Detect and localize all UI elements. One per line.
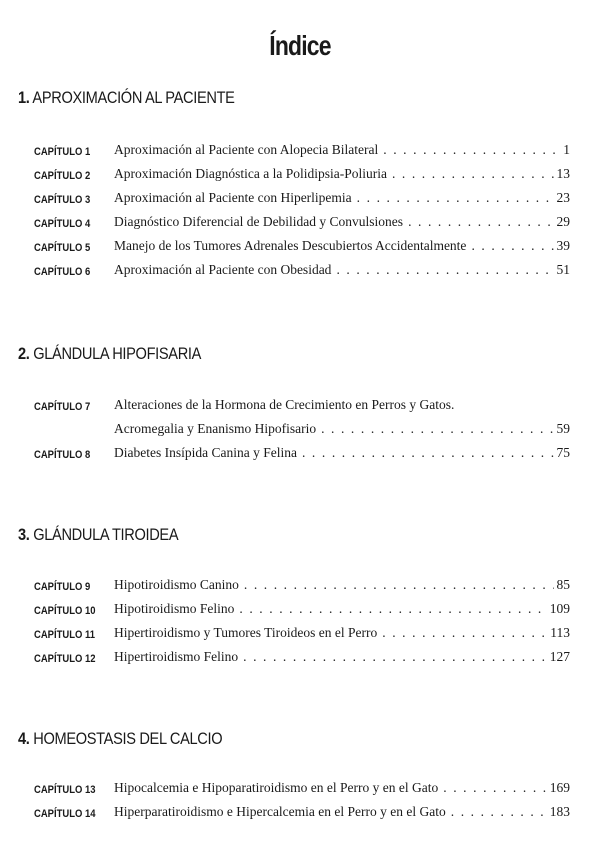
chapter-page: 23 bbox=[556, 190, 570, 205]
chapter-line bbox=[114, 601, 570, 617]
chapter-title: Hipertiroidismo y Tumores Tiroideos en el Perro bbox=[114, 625, 378, 640]
toc-entry-chapter-9[interactable] bbox=[0, 577, 600, 601]
dot-leader bbox=[383, 142, 560, 158]
chapter-label: CAPÍTULO 4 bbox=[34, 218, 91, 230]
toc-entry-chapter-1[interactable] bbox=[0, 142, 600, 166]
chapter-page: 75 bbox=[556, 445, 570, 460]
chapter-title: Aproximación Diagnóstica a la Polidipsia-Poliuria bbox=[114, 166, 387, 181]
toc-entry-chapter-12[interactable] bbox=[0, 649, 600, 673]
chapter-title: Hipocalcemia e Hipoparatiroidismo en el Perro y en el Gato bbox=[114, 780, 439, 795]
chapter-label: CAPÍTULO 2 bbox=[34, 170, 91, 182]
page-title: Índice bbox=[269, 30, 331, 61]
toc-entry-chapter-11[interactable] bbox=[0, 625, 600, 649]
chapter-page: 51 bbox=[556, 262, 570, 277]
chapter-title: Aproximación al Paciente con Obesidad bbox=[114, 262, 332, 277]
chapter-page: 113 bbox=[550, 625, 570, 640]
chapter-title: Manejo de los Tumores Adrenales Descubiertos Accidentalmente bbox=[114, 238, 467, 253]
chapter-label: CAPÍTULO 14 bbox=[34, 808, 96, 820]
chapter-label: CAPÍTULO 13 bbox=[34, 784, 96, 796]
chapter-title-line1: Alteraciones de la Hormona de Crecimiento en Perros y Gatos. bbox=[114, 397, 455, 412]
chapter-page: 39 bbox=[556, 238, 570, 253]
dot-leader bbox=[302, 445, 554, 461]
chapter-page: 13 bbox=[556, 166, 570, 181]
chapter-line bbox=[114, 190, 570, 206]
dot-leader bbox=[451, 804, 547, 820]
chapter-line bbox=[114, 262, 570, 278]
toc-entry-chapter-8[interactable] bbox=[0, 445, 600, 469]
dot-leader bbox=[408, 214, 553, 230]
chapter-title: Hiperparatiroidismo e Hipercalcemia en el Perro y en el Gato bbox=[114, 804, 446, 819]
section-name: GLÁNDULA TIROIDEA bbox=[33, 525, 179, 544]
chapter-page: 59 bbox=[556, 421, 570, 436]
chapter-line bbox=[114, 166, 570, 182]
chapter-title: Acromegalia y Enanismo Hipofisario bbox=[114, 421, 317, 436]
chapter-title: Hipotiroidismo Felino bbox=[114, 601, 235, 616]
chapter-line bbox=[114, 142, 570, 158]
chapter-line bbox=[114, 625, 570, 641]
dot-leader bbox=[471, 238, 553, 254]
chapter-label: CAPÍTULO 6 bbox=[34, 266, 91, 278]
dot-leader bbox=[357, 190, 554, 206]
dot-leader bbox=[336, 262, 553, 278]
chapter-line bbox=[114, 577, 570, 593]
dot-leader bbox=[321, 421, 553, 437]
toc-entry-chapter-4[interactable] bbox=[0, 214, 600, 238]
section-heading-4 bbox=[18, 729, 222, 749]
section-name: HOMEOSTASIS DEL CALCIO bbox=[33, 729, 223, 748]
chapter-label: CAPÍTULO 1 bbox=[34, 146, 91, 158]
toc-entry-chapter-6[interactable] bbox=[0, 262, 600, 286]
chapter-label: CAPÍTULO 7 bbox=[34, 401, 91, 413]
chapter-label: CAPÍTULO 9 bbox=[34, 581, 91, 593]
dot-leader bbox=[382, 625, 547, 641]
dot-leader bbox=[244, 577, 554, 593]
chapter-page: 29 bbox=[556, 214, 570, 229]
chapter-title: Aproximación al Paciente con Alopecia Bilateral bbox=[114, 142, 379, 157]
chapter-line bbox=[114, 649, 570, 665]
toc-entry-chapter-2[interactable] bbox=[0, 166, 600, 190]
dot-leader bbox=[243, 649, 547, 665]
chapter-label: CAPÍTULO 5 bbox=[34, 242, 91, 254]
chapter-title: Aproximación al Paciente con Hiperlipemia bbox=[114, 190, 352, 205]
dot-leader bbox=[239, 601, 546, 617]
chapter-label: CAPÍTULO 11 bbox=[34, 629, 95, 641]
chapter-page: 169 bbox=[549, 780, 570, 795]
chapter-label: CAPÍTULO 12 bbox=[34, 653, 96, 665]
section-number: 3. bbox=[18, 525, 30, 544]
chapter-title: Hipertiroidismo Felino bbox=[114, 649, 239, 664]
section-number: 4. bbox=[18, 729, 30, 748]
section-number: 2. bbox=[18, 344, 30, 363]
dot-leader bbox=[392, 166, 554, 182]
section-heading-2 bbox=[18, 344, 201, 364]
chapter-line bbox=[114, 214, 570, 230]
chapter-label: CAPÍTULO 8 bbox=[34, 449, 91, 461]
chapter-page: 1 bbox=[563, 142, 570, 157]
chapter-page: 183 bbox=[549, 804, 570, 819]
section-heading-1 bbox=[18, 88, 235, 108]
section-number: 1. bbox=[18, 88, 30, 107]
chapter-line bbox=[114, 780, 570, 796]
chapter-line bbox=[114, 445, 570, 461]
toc-entry-chapter-10[interactable] bbox=[0, 601, 600, 625]
section-heading-3 bbox=[18, 525, 178, 545]
chapter-page: 109 bbox=[549, 601, 570, 616]
chapter-line bbox=[114, 804, 570, 820]
dot-leader bbox=[443, 780, 546, 796]
toc-entry-chapter-5[interactable] bbox=[0, 238, 600, 262]
chapter-page: 127 bbox=[549, 649, 570, 664]
toc-entry-chapter-14[interactable] bbox=[0, 804, 600, 828]
toc-entry-chapter-3[interactable] bbox=[0, 190, 600, 214]
chapter-line bbox=[114, 238, 570, 254]
chapter-title: Diagnóstico Diferencial de Debilidad y Convulsiones bbox=[114, 214, 404, 229]
chapter-label: CAPÍTULO 10 bbox=[34, 605, 96, 617]
chapter-title: Diabetes Insípida Canina y Felina bbox=[114, 445, 297, 460]
section-name: GLÁNDULA HIPOFISARIA bbox=[33, 344, 202, 363]
chapter-label: CAPÍTULO 3 bbox=[34, 194, 91, 206]
chapter-page: 85 bbox=[556, 577, 570, 592]
toc-entry-chapter-13[interactable] bbox=[0, 780, 600, 804]
section-name: APROXIMACIÓN AL PACIENTE bbox=[32, 88, 235, 107]
chapter-line bbox=[114, 421, 570, 437]
chapter-title: Hipotiroidismo Canino bbox=[114, 577, 239, 592]
toc-entry-chapter-7[interactable] bbox=[0, 397, 600, 445]
